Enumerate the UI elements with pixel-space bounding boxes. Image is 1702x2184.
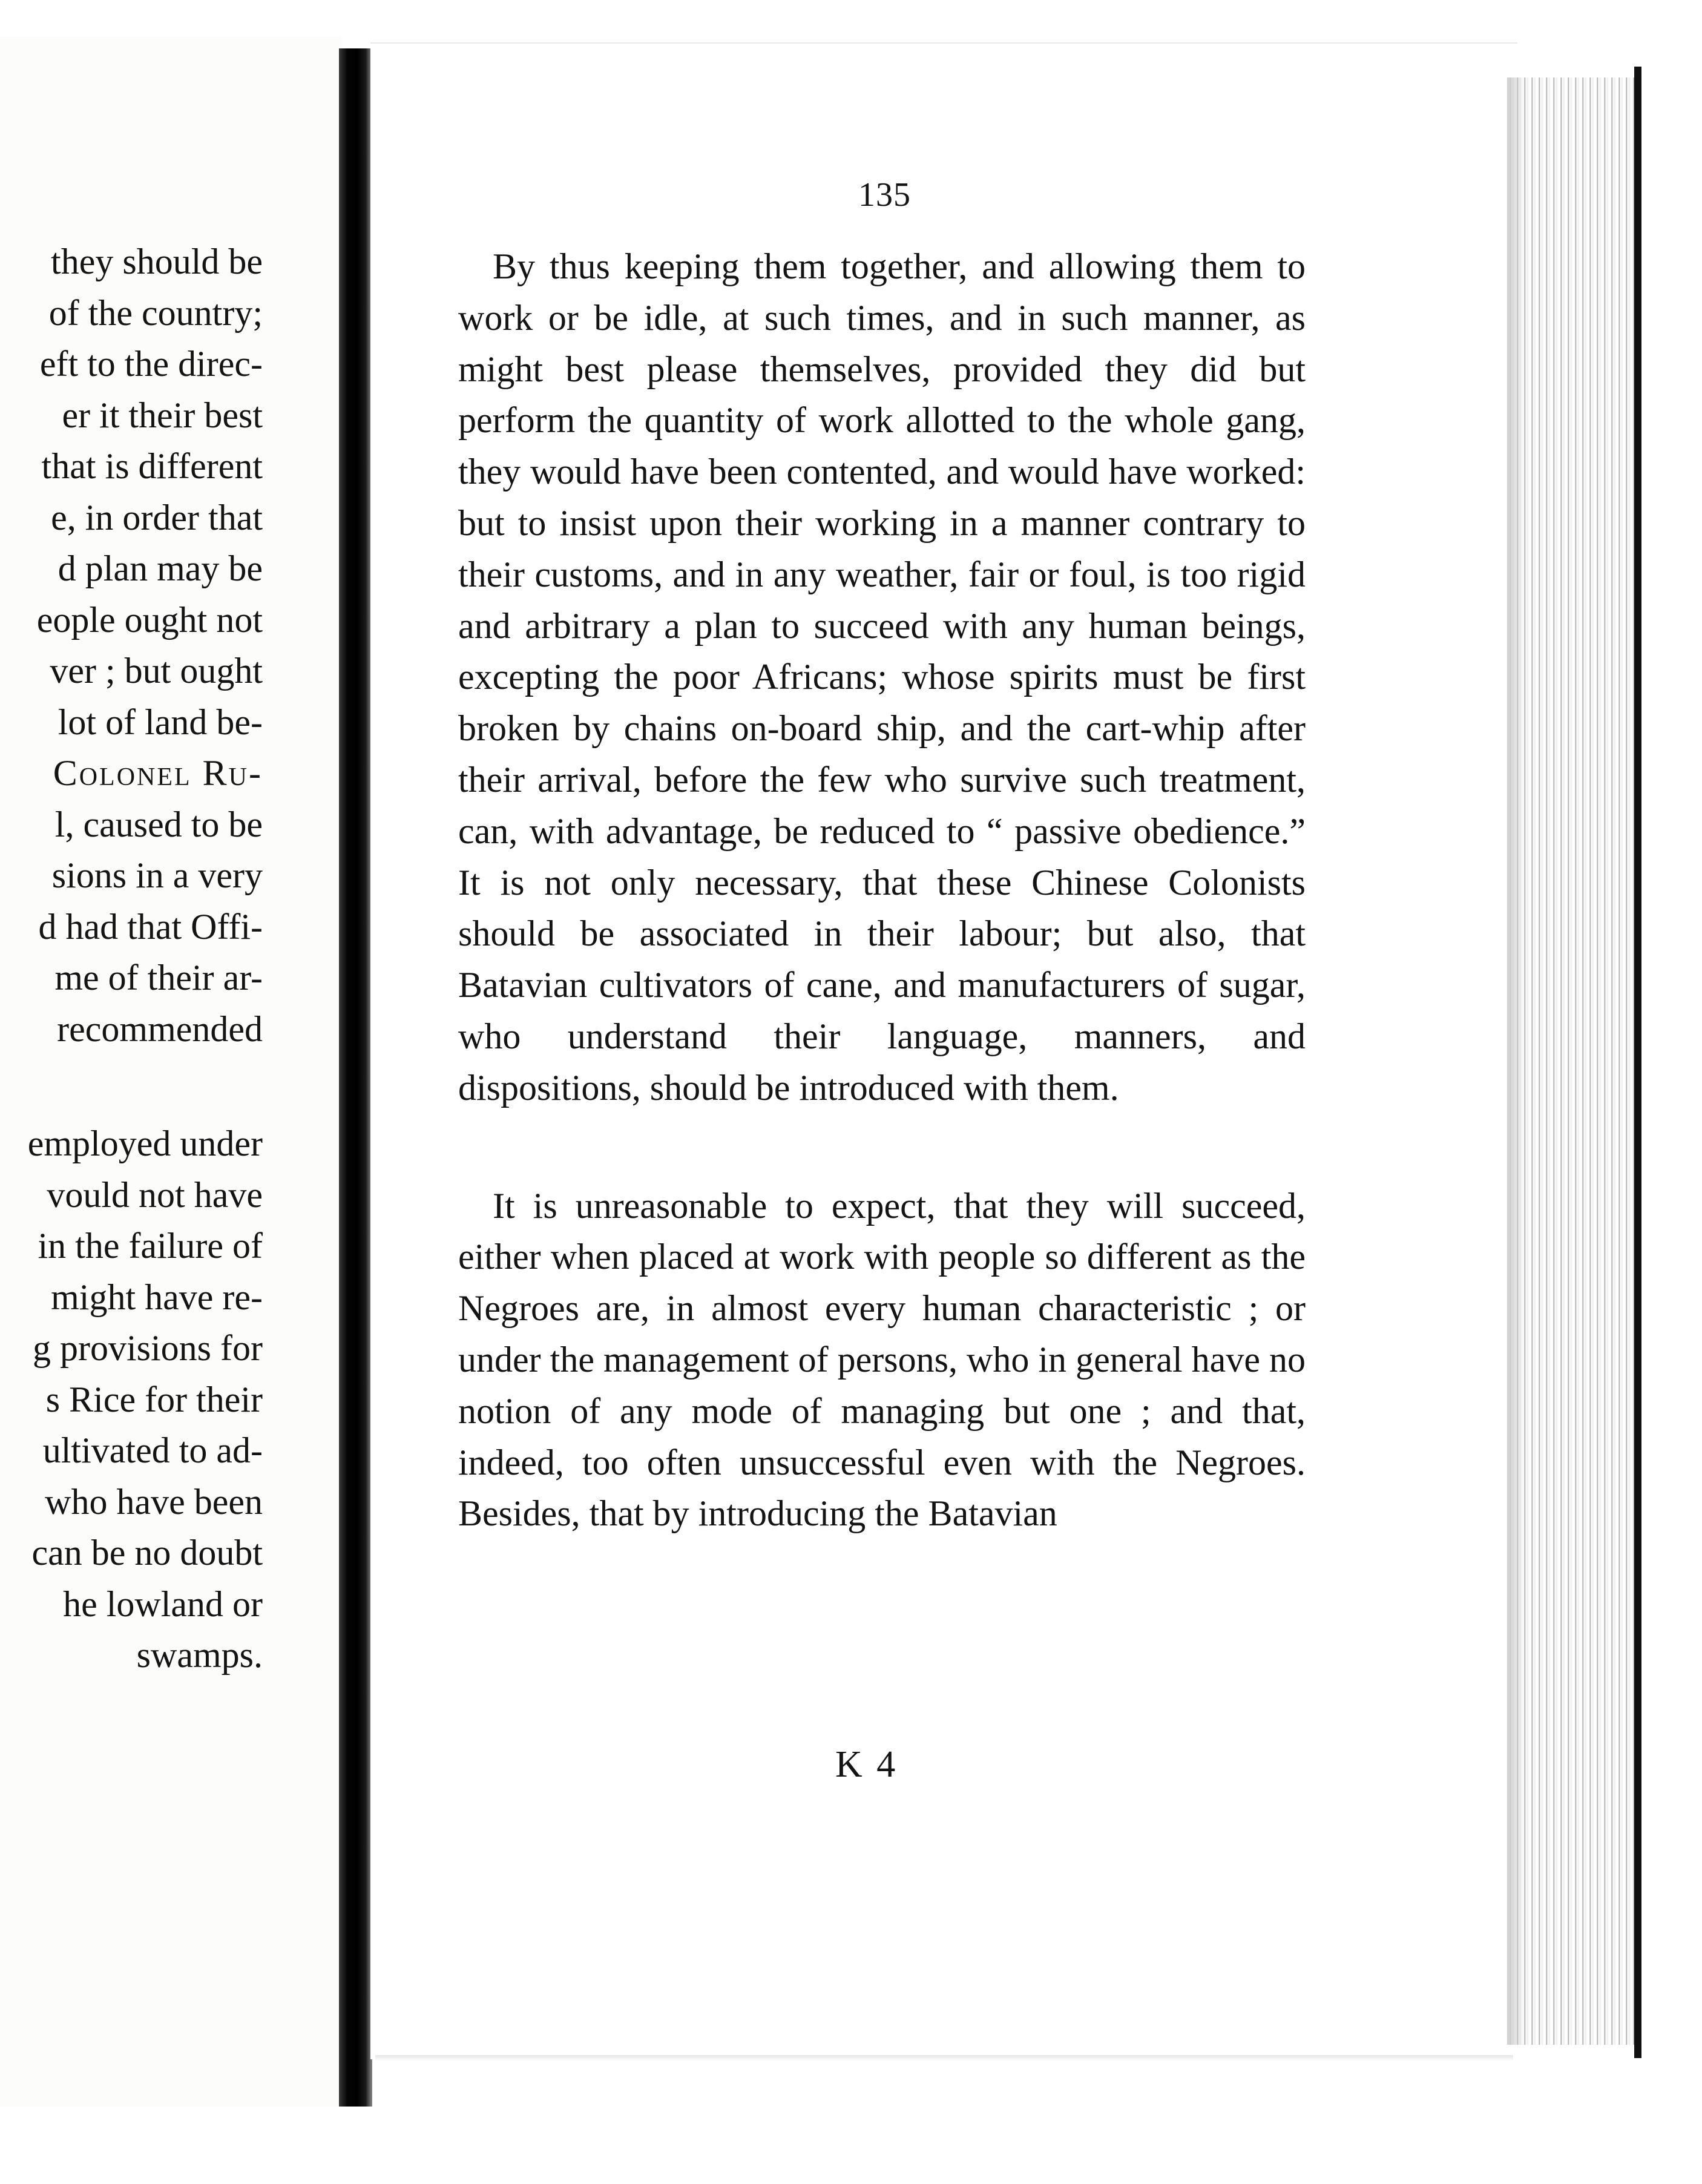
left-page-line: he lowland or <box>63 1584 263 1624</box>
paragraph-2: It is unreasonable to expect, that they will succeed, either when placed at work with people so different as the Negroes are, in almost every human characteristic ; or under the management of persons, who in general have no notion of any mode of managing but one ; and that, indeed, too often unsuccessful even with the Negroes. Besides, that by introducing the Batavian <box>458 1185 1306 1534</box>
left-page-line: can be no doubt <box>31 1533 263 1573</box>
left-page-line: sions in a very <box>51 855 263 895</box>
left-page-line: d plan may be <box>58 548 263 588</box>
left-page-line: of the country; <box>48 292 263 333</box>
left-page-line: lot of land be- <box>58 702 263 742</box>
left-page-line: might have re- <box>51 1277 263 1317</box>
left-page-line: g provisions for <box>33 1328 263 1368</box>
left-page-line: s Rice for their <box>45 1379 263 1419</box>
paragraph-1: By thus keeping them together, and allowing them to work or be idle, at such times, and in such manner, as might best please themselves, provided they did but perform the quantity of work allotted to the whole gang, they would have been contented, and would have worked: but to insist upon their working in a manner contrary to their customs, and in any weather, fair or foul, is too rigid and arbitrary a plan to succeed with any human beings, excepting the poor Africans; whose spirits must be first broken by chains on-board ship, and the cart-whip after their arrival, before the few who survive such treatment, can, with advantage, be reduced to “ passive obedience.” It is not only necessary, that these Chinese Colonists should be associated in their labour; but also, that Batavian cultivators of cane, and manufacturers of sugar, who understand their language, manners, and dispositions, should be introduced with them. <box>458 246 1306 1108</box>
left-page-line: d had that Offi- <box>38 906 263 947</box>
left-page-fragment <box>0 36 342 2107</box>
left-page-line: swamps. <box>136 1635 263 1675</box>
left-page-line: recommended <box>57 1008 263 1049</box>
left-page-line: ultivated to ad- <box>42 1430 263 1470</box>
left-page-text <box>0 236 263 1681</box>
left-page-line: Colonel Ru- <box>53 753 263 793</box>
page-stack-edge <box>1507 77 1640 2045</box>
left-page-line: employed under <box>27 1123 263 1163</box>
page-number: 135 <box>858 176 911 214</box>
left-page-line: that is different <box>41 446 263 486</box>
left-page-line: e, in order that <box>51 497 263 538</box>
signature-mark: K 4 <box>835 1744 898 1785</box>
page-bottom-edge <box>375 2055 1513 2061</box>
left-page-line: ver ; but ought <box>50 651 263 691</box>
left-page-line: eople ought not <box>36 599 263 640</box>
left-page-line: in the failure of <box>38 1226 263 1266</box>
left-page-line: who have been <box>45 1481 263 1522</box>
left-page-line: l, caused to be <box>54 804 263 844</box>
book-gutter <box>339 48 372 2107</box>
left-page-line: vould not have <box>47 1174 263 1215</box>
left-page-line: eft to the direc- <box>39 344 263 384</box>
left-page-line: they should be <box>51 242 263 281</box>
left-page-line: er it their best <box>62 395 263 435</box>
page-stack-shadow <box>1507 77 1525 2045</box>
book-cover-edge <box>1634 67 1641 2058</box>
left-page-line: me of their ar- <box>54 958 263 998</box>
right-page-body <box>458 241 1306 1539</box>
